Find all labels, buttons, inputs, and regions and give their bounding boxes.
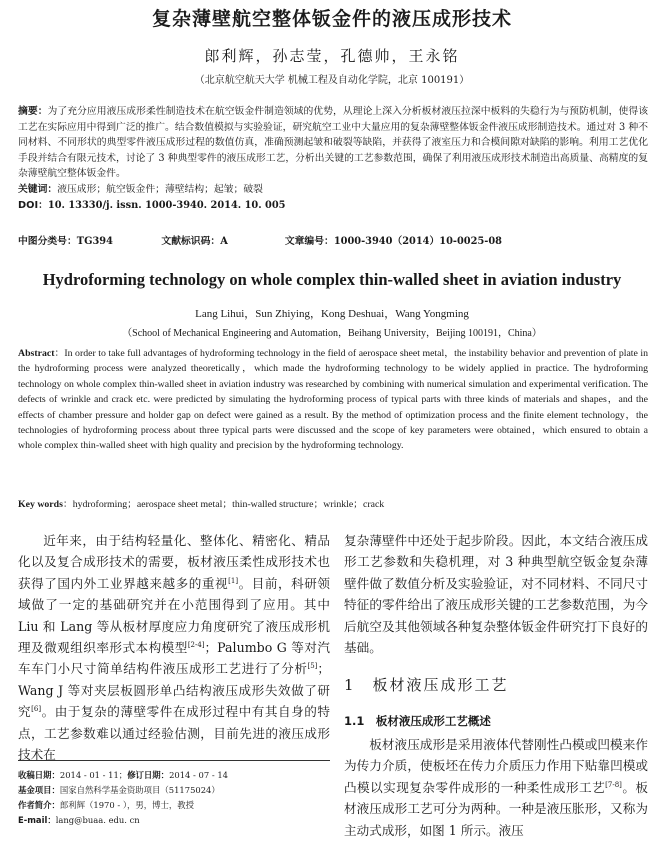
email-link[interactable]: lang@buaa. edu. cn — [55, 815, 140, 825]
footnote-author — [18, 798, 330, 813]
footnote-fund — [18, 783, 330, 798]
clc-label: 中图分类号： — [18, 236, 77, 247]
page-title-en: Hydroforming technology on whole complex thin-walled sheet in aviation industry — [42, 270, 622, 289]
citation-ref[interactable]: [2-4] — [187, 640, 205, 649]
section-text-a: 板材液压成形是采用液体代替刚性凸模或凹模来作为传力介质，使板坯在传力介质压力作用下贴靠凹模或凸模以实现复杂零件成形的一种柔性成形工艺 — [344, 737, 648, 795]
footnotes — [18, 768, 330, 828]
affiliation-cn: （北京航空航天大学 机械工程及自动化学院，北京 100191） — [194, 75, 470, 86]
artno-field — [285, 234, 502, 250]
doi-line — [18, 198, 648, 214]
footnote-dates — [18, 768, 330, 783]
abstract-en-label: Abstract — [18, 348, 55, 359]
footnote-divider — [18, 760, 330, 761]
email-label: E-mail： — [18, 815, 56, 825]
doi-value[interactable]: 10. 13330/j. issn. 1000-3940. 2014. 10. 005 — [47, 199, 286, 211]
abstract-cn-text: 为了充分应用液压成形柔性制造技术在航空钣金件制造领域的优势，从理论上深入分析板材液压拉深中板料的失稳行为与预防机制，使得该工艺在实际应用中得到广泛的推广。结合数值模拟与实验验证，研究航空工业中大量应用的复杂薄壁整体钣金件液压成形制造技术。通过对 3 种不同材料、不同形状的典型零件液压成形过程的数值仿真，准确预测起皱和破裂等缺陷，并获得了液室压力和合模间隙对缺陷的影响。利用工艺优化手段并结合有限元技术，讨论了 3 种典型零件的液压成形工艺，分析出关键的工艺参数范围，确保了利用液压成形技术制造出高质量、高精度的复杂薄壁航空整体钣金件。 — [18, 106, 649, 180]
intro-text-c: ；Palumbo G 等对汽车车门小尺寸简单结构件液压成形工艺进行了分析 — [18, 640, 331, 677]
keywords-en-text: ：hydroforming；aerospace sheet metal；thin-walled structure；wrinkle；crack — [62, 499, 385, 510]
citation-ref[interactable]: [7-8] — [605, 780, 622, 789]
page-title-cn: 复杂薄壁航空整体钣金件的液压成形技术 — [151, 8, 512, 30]
intro-text-e: 。由于复杂的薄壁零件在成形过程中有其自身的特点，工艺参数难以通过经验估测，目前先进的液压成形技术在 — [18, 704, 331, 763]
received-label: 收稿日期： — [18, 770, 60, 780]
abstract-cn-label: 摘要： — [18, 106, 48, 117]
keywords-cn-text: 液压成形；航空钣金件；薄壁结构；起皱；破裂 — [57, 183, 263, 195]
artno-value: 1000-3940（2014）10-0025-08 — [333, 236, 502, 247]
footnote-email — [18, 813, 330, 828]
keywords-en — [18, 496, 648, 510]
fund-value: 国家自然科学基金资助项目（51175024） — [59, 785, 220, 795]
section-1-1-paragraph — [344, 734, 648, 841]
abstract-en-text: ：In order to take full advantages of hydroforming technology in the field of aerospace sheet metal，the instability behavior and prevention of plate in the hydroforming process were analyzed theoretically，which made the hydroforming technology to be widely applied in practice. The hydroforming technology on whole complex thin-walled sheet in aviation industry was researched by combining with numerical simulation and experimental verification. The defects of wrinkle and crack etc. were predicted by simulating the hydroforming process of typical parts with three kinds of materials and shapes，and the effects of chamber pressure and holder gap on defect were gained as a result. By the method of optimization process and the finite element technology，the technologies of hydroforming process about three typical parts were discussed and the scope of key parameters were obtained，which ensured to obtain a whole complex thin-walled sheet with high quality and precision by the hydroforming technology. — [18, 348, 648, 452]
authors-en: Lang Lihui，Sun Zhiying，Kong Deshuai，Wang Yongming — [195, 308, 469, 320]
keywords-cn — [18, 182, 648, 198]
affiliation-en: （School of Mechanical Engineering and Automation，Beihang University，Beijing 100191，China） — [122, 328, 542, 339]
authors-cn: 郎利辉，孙志莹，孔德帅，王永铭 — [204, 47, 460, 65]
citation-ref[interactable]: [6] — [31, 705, 42, 714]
intro-text-d: ；Wang J 等对夹层板圆形单凸结构液压成形失效做了研究 — [18, 661, 330, 720]
doccode-field — [161, 234, 281, 250]
doi-label: DOI： — [18, 199, 48, 211]
classification-line — [18, 234, 648, 250]
clc-value: TG394 — [76, 236, 113, 247]
intro-paragraph — [18, 530, 330, 765]
intro-continued: 复杂薄壁件中还处于起步阶段。因此，本文结合液压成形工艺参数和失稳机理，对 3 种典型航空钣金复杂薄壁件做了数值分析及实验验证，对不同材料、不同尺寸特征的零件给出了液压成形关键的工艺参数范围，为今后航空及其他领域各种复杂整体钣金件研究打下良好的基础。 — [344, 533, 648, 656]
citation-ref[interactable]: [1] — [228, 576, 239, 585]
keywords-cn-label: 关键词： — [18, 183, 58, 195]
author-value: 郎利辉（1970 - ），男，博士，教授 — [59, 800, 195, 810]
doccode-label: 文献标识码： — [161, 236, 221, 247]
author-label: 作者简介： — [18, 800, 60, 810]
citation-ref[interactable]: [5] — [307, 662, 318, 671]
revised-label: 修订日期： — [127, 770, 170, 780]
keywords-en-label: Key words — [18, 499, 63, 510]
section-heading-1: 1 板材液压成形工艺 — [344, 676, 509, 694]
subsection-heading-1-1: 1.1 板材液压成形工艺概述 — [344, 714, 491, 728]
doccode-value: A — [220, 236, 228, 247]
abstract-en — [18, 346, 648, 454]
revised-value: 2014 - 07 - 14 — [169, 770, 228, 780]
received-value: 2014 - 01 - 11； — [59, 770, 128, 780]
artno-label: 文章编号： — [284, 236, 334, 247]
clc-field — [18, 234, 158, 250]
section-text-b: 。板材液压成形工艺可分为两种。一种是液压胀形，又称为主动式成形，如图 1 所示。液压 — [344, 779, 649, 838]
fund-label: 基金项目： — [18, 785, 60, 795]
intro-text-b: 。目前，科研领域做了一定的基础研究并在小范围得到了应用。其中 Liu 和 Lang 等从板材厚度应力角度研究了液压成形机理及微观组织率形式本构模型 — [18, 575, 331, 656]
intro-text-a: 近年来，由于结构轻量化、整体化、精密化、精品化以及复合成形技术的需要，板材液压柔性成形技术也获得了国内外工业界越来越多的重视 — [18, 533, 330, 591]
abstract-cn — [18, 104, 648, 213]
